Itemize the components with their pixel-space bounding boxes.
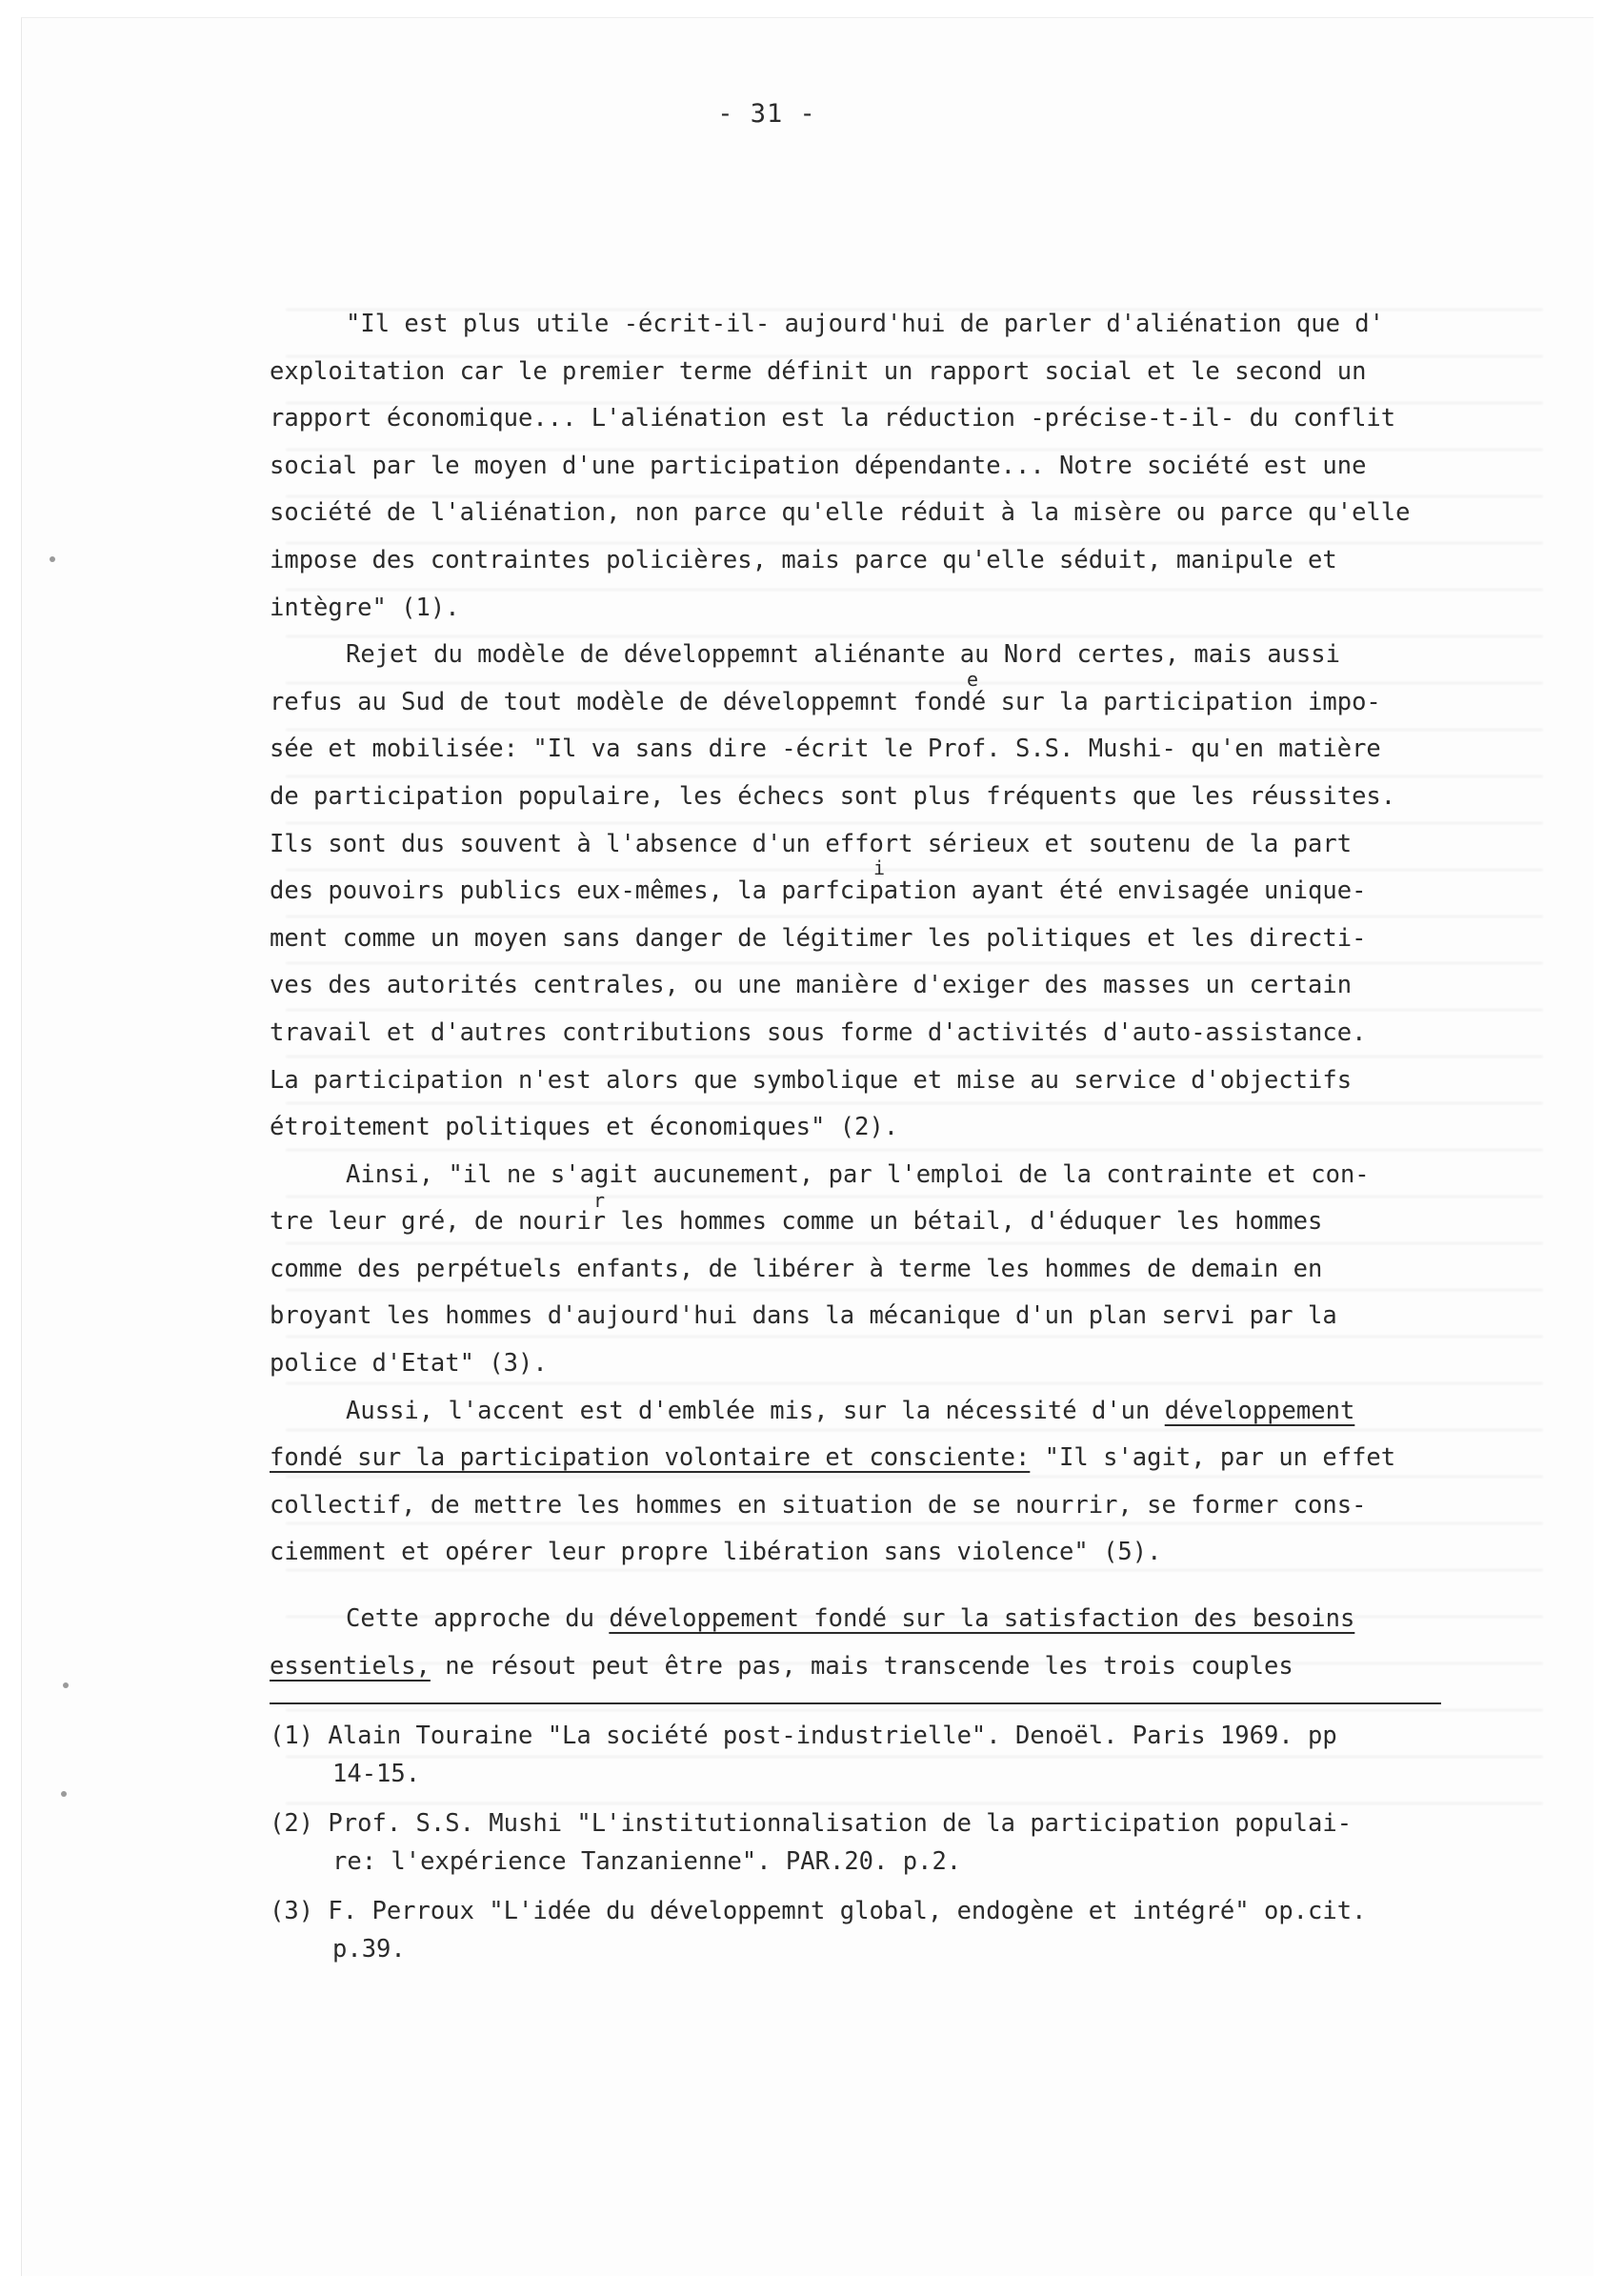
paragraph-line: ves des autorités centrales, ou une manière d'exiger des masses un certain	[270, 971, 1353, 1000]
paragraph-line: collectif, de mettre les hommes en situation de se nourrir, se former cons-	[270, 1490, 1367, 1520]
paragraph-line: comme des perpétuels enfants, de libérer à terme les hommes de demain en	[270, 1254, 1323, 1283]
footnotes	[270, 1717, 1489, 1980]
footnote-text: 14-15.	[332, 1760, 421, 1788]
paragraph-line: La participation n'est alors que symbolique et mise au service d'objectifs	[270, 1065, 1353, 1095]
footnote-text: F. Perroux "L'idée du développemnt global, endogène et intégré" op.cit.	[328, 1897, 1367, 1925]
page-number: - 31 -	[717, 99, 816, 129]
quote-line: social par le moyen d'une participation dépendante... Notre société est une	[270, 451, 1367, 480]
paragraph-line: travail et d'autres contributions sous forme d'activités d'auto-assistance.	[270, 1017, 1367, 1047]
paragraph-line: broyant les hommes d'aujourd'hui dans la mécanique d'un plan servi par la	[270, 1301, 1337, 1331]
footnote-separator	[270, 1702, 1441, 1704]
paragraph-line: Aussi, l'accent est d'emblée mis, sur la nécessité d'un développement	[346, 1396, 1355, 1425]
margin-mark	[50, 556, 55, 562]
paragraph-line: étroitement politiques et économiques" (2).	[270, 1113, 899, 1142]
quote-line: exploitation car le premier terme définit un rapport social et le second un	[270, 356, 1367, 386]
quote-line: rapport économique... L'aliénation est la réduction -précise-t-il- du conflit	[270, 404, 1396, 433]
paragraph-line: police d'Etat" (3).	[270, 1349, 548, 1379]
paragraph-line: Cette approche du développement fondé sur la satisfaction des besoins	[346, 1604, 1355, 1634]
footnote-text: Alain Touraine "La société post-industrielle". Denoël. Paris 1969. pp	[328, 1722, 1337, 1750]
handwritten-insertion: i	[873, 856, 886, 880]
quote-line: "Il est plus utile -écrit-il- aujourd'hui de parler d'aliénation que d'	[346, 310, 1385, 338]
paragraph-line: fondé sur la participation volontaire et consciente: "Il s'agit, par un effet	[270, 1443, 1396, 1473]
paragraph-line: tre leur gré, de nourir les hommes comme un bétail, d'éduquer les hommes r	[270, 1198, 1498, 1246]
paragraph-line: Ainsi, "il ne s'agit aucunement, par l'emploi de la contrainte et con-	[346, 1159, 1370, 1189]
margin-mark	[63, 1682, 69, 1688]
underlined-phrase: développement fondé sur la satisfaction des besoins	[609, 1604, 1355, 1634]
paragraph-line: Rejet du modèle de développemnt aliénante au Nord certes, mais aussi	[346, 640, 1340, 670]
underlined-phrase: fondé sur la participation volontaire et consciente:	[270, 1443, 1031, 1473]
paragraph-line: Ils sont dus souvent à l'absence d'un effort sérieux et soutenu de la part	[270, 829, 1353, 858]
quote-line: impose des contraintes policières, mais parce qu'elle séduit, manipule et	[270, 545, 1337, 574]
paragraph-line: ciemment et opérer leur propre libération sans violence" (5).	[270, 1538, 1162, 1567]
footnote-marker: (2)	[270, 1809, 314, 1838]
paragraph-line: essentiels, ne résout peut être pas, mais transcende les trois couples	[270, 1651, 1293, 1681]
footnote-text: re: l'expérience Tanzanienne". PAR.20. p.2.	[332, 1847, 962, 1876]
paragraph-line: des pouvoirs publics eux-mêmes, la parfcipation ayant été envisagée unique- i	[270, 868, 1498, 916]
margin-mark	[61, 1791, 67, 1797]
quote-line: société de l'aliénation, non parce qu'elle réduit à la misère ou parce qu'elle	[270, 498, 1411, 528]
underlined-phrase: développement	[1164, 1396, 1355, 1425]
paragraph-line: refus au Sud de tout modèle de développemnt fondé sur la participation impo- e	[270, 679, 1498, 727]
footnote-marker: (1)	[270, 1722, 314, 1750]
quote-line: intègre" (1).	[270, 593, 460, 622]
paragraph-line: ment comme un moyen sans danger de légitimer les politiques et les directi-	[270, 923, 1367, 953]
body-text	[270, 301, 1498, 1690]
footnote	[270, 1892, 1489, 1968]
handwritten-insertion: e	[967, 667, 979, 691]
footnote-text: Prof. S.S. Mushi "L'institutionnalisation de la participation populai-	[328, 1809, 1353, 1838]
handwritten-insertion: r	[593, 1189, 606, 1213]
footnote	[270, 1717, 1489, 1793]
footnote	[270, 1804, 1489, 1881]
footnote-text: p.39.	[332, 1935, 406, 1964]
paragraph-line: sée et mobilisée: "Il va sans dire -écrit le Prof. S.S. Mushi- qu'en matière	[270, 735, 1381, 764]
paragraph-line: de participation populaire, les échecs sont plus fréquents que les réussites.	[270, 781, 1396, 811]
underlined-phrase: essentiels,	[270, 1651, 431, 1681]
footnote-marker: (3)	[270, 1897, 314, 1925]
